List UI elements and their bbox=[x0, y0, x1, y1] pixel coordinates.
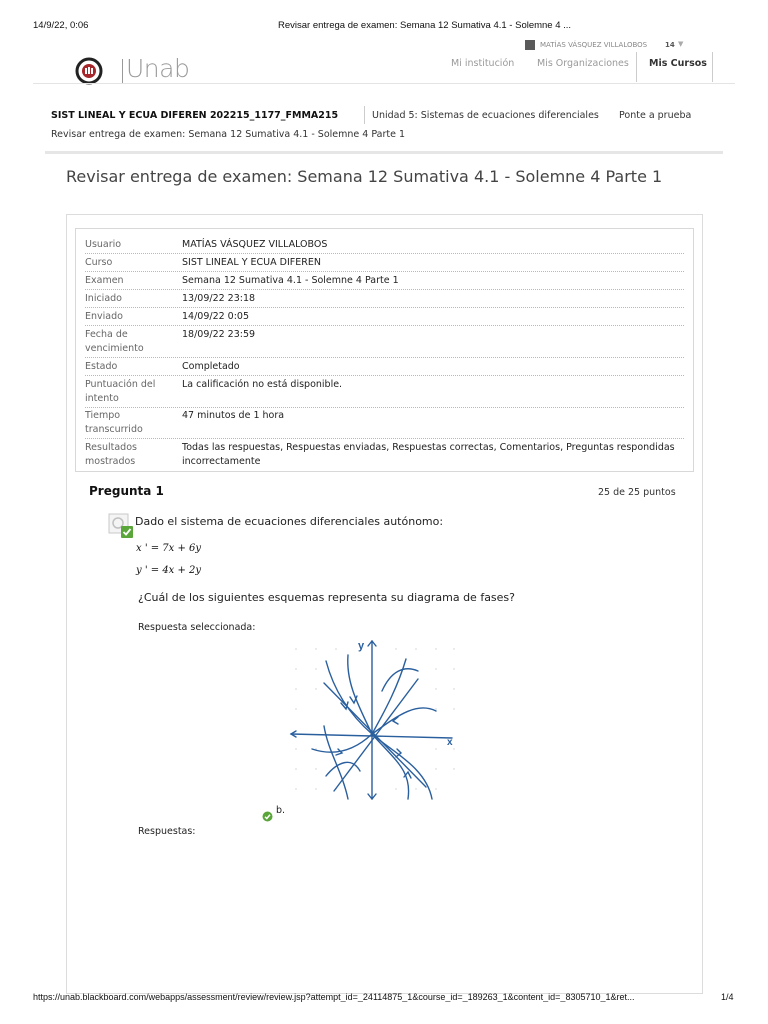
axis-x-label: x bbox=[447, 737, 453, 748]
info-row-examen bbox=[85, 272, 684, 290]
phase-diagram bbox=[286, 631, 461, 806]
question-intro: Dado el sistema de ecuaciones diferenciales autónomo: bbox=[135, 515, 444, 528]
info-label: Curso bbox=[85, 257, 113, 268]
info-value: Todas las respuestas, Respuestas enviadas, Respuestas correctas, Comentarios, Preguntas respondidas incorrectamente bbox=[182, 442, 675, 467]
print-datetime: 14/9/22, 0:06 bbox=[33, 20, 89, 31]
nav-tab-divider bbox=[712, 52, 713, 82]
nav-mis-cursos[interactable]: Mis Cursos bbox=[649, 58, 707, 69]
info-label: Examen bbox=[85, 275, 124, 286]
info-label: Enviado bbox=[85, 311, 123, 322]
check-icon bbox=[262, 807, 273, 818]
equation-2: y ' = 4x + 2y bbox=[136, 565, 202, 576]
info-value: 14/09/22 0:05 bbox=[182, 311, 250, 322]
course-title[interactable]: SIST LINEAL Y ECUA DIFEREN 202215_1177_FMMA215 bbox=[51, 110, 339, 121]
topbar-rule bbox=[33, 83, 735, 84]
breadcrumb: Revisar entrega de examen: Semana 12 Sumativa 4.1 - Solemne 4 Parte 1 bbox=[51, 129, 405, 140]
selected-option: b. bbox=[276, 805, 286, 816]
info-row-resultados bbox=[85, 439, 684, 470]
nav-tab-divider bbox=[636, 52, 637, 82]
info-value: SIST LINEAL Y ECUA DIFEREN bbox=[182, 257, 321, 268]
chevron-down-icon: ▼ bbox=[678, 40, 684, 48]
nav-mi-institucion[interactable]: Mi institución bbox=[451, 58, 515, 69]
header-shadow-rule bbox=[45, 151, 723, 154]
info-row-curso bbox=[85, 254, 684, 272]
notification-count: 14 bbox=[665, 41, 675, 49]
info-row-estado bbox=[85, 358, 684, 376]
question-title: Pregunta 1 bbox=[89, 484, 164, 498]
content-panel bbox=[66, 214, 703, 994]
info-row-usuario bbox=[85, 236, 684, 254]
info-label: Estado bbox=[85, 361, 118, 372]
correct-status-icon bbox=[108, 513, 134, 539]
nav-mis-organizaciones[interactable]: Mis Organizaciones bbox=[537, 58, 629, 69]
unab-logo[interactable] bbox=[75, 56, 205, 86]
info-label: Puntuación del intento bbox=[85, 379, 156, 404]
info-row-tiempo bbox=[85, 407, 684, 439]
question-points: 25 de 25 puntos bbox=[598, 487, 676, 498]
course-divider bbox=[364, 106, 365, 124]
attempt-info-table bbox=[75, 228, 694, 472]
page-title: Revisar entrega de examen: Semana 12 Sumativa 4.1 - Solemne 4 Parte 1 bbox=[66, 167, 663, 186]
footer-url: https://unab.blackboard.com/webapps/assessment/review/review.jsp?attempt_id=_24114875_1&course_id=_189263_1&content_id=_8305710_1&ret... bbox=[33, 992, 635, 1002]
info-value: Semana 12 Sumativa 4.1 - Solemne 4 Parte 1 bbox=[182, 275, 399, 286]
info-value: 13/09/22 23:18 bbox=[182, 293, 256, 304]
info-label: Fecha de vencimiento bbox=[85, 329, 144, 354]
info-value: 18/09/22 23:59 bbox=[182, 329, 256, 340]
info-label: Resultados mostrados bbox=[85, 442, 137, 467]
info-row-enviado bbox=[85, 308, 684, 326]
unab-seal-icon bbox=[75, 57, 103, 85]
answers-label: Respuestas: bbox=[138, 826, 196, 837]
print-title: Revisar entrega de examen: Semana 12 Sumativa 4.1 - Solemne 4 ... bbox=[278, 20, 572, 31]
info-value: Completado bbox=[182, 361, 240, 372]
selected-answer-label: Respuesta seleccionada: bbox=[138, 622, 256, 633]
info-value: 47 minutos de 1 hora bbox=[182, 410, 285, 421]
course-unit[interactable]: Unidad 5: Sistemas de ecuaciones diferenciales bbox=[372, 110, 599, 121]
avatar bbox=[525, 40, 535, 50]
axis-y-label: y bbox=[358, 640, 365, 652]
equation-1: x ' = 7x + 6y bbox=[136, 543, 202, 554]
info-row-puntuacion bbox=[85, 376, 684, 408]
course-section[interactable]: Ponte a prueba bbox=[619, 110, 692, 121]
info-row-fecha-vencimiento bbox=[85, 326, 684, 358]
user-name: MATÍAS VÁSQUEZ VILLALOBOS bbox=[540, 41, 648, 49]
footer-page: 1/4 bbox=[721, 992, 734, 1002]
logo-wordmark: Unab bbox=[126, 54, 190, 83]
info-label: Usuario bbox=[85, 239, 122, 250]
info-value: MATÍAS VÁSQUEZ VILLALOBOS bbox=[182, 239, 328, 250]
question-prompt: ¿Cuál de los siguientes esquemas representa su diagrama de fases? bbox=[138, 591, 515, 604]
info-row-iniciado bbox=[85, 290, 684, 308]
info-label: Iniciado bbox=[85, 293, 122, 304]
info-label: Tiempo transcurrido bbox=[85, 410, 143, 435]
info-value: La calificación no está disponible. bbox=[182, 379, 343, 390]
logo-divider bbox=[122, 59, 123, 83]
